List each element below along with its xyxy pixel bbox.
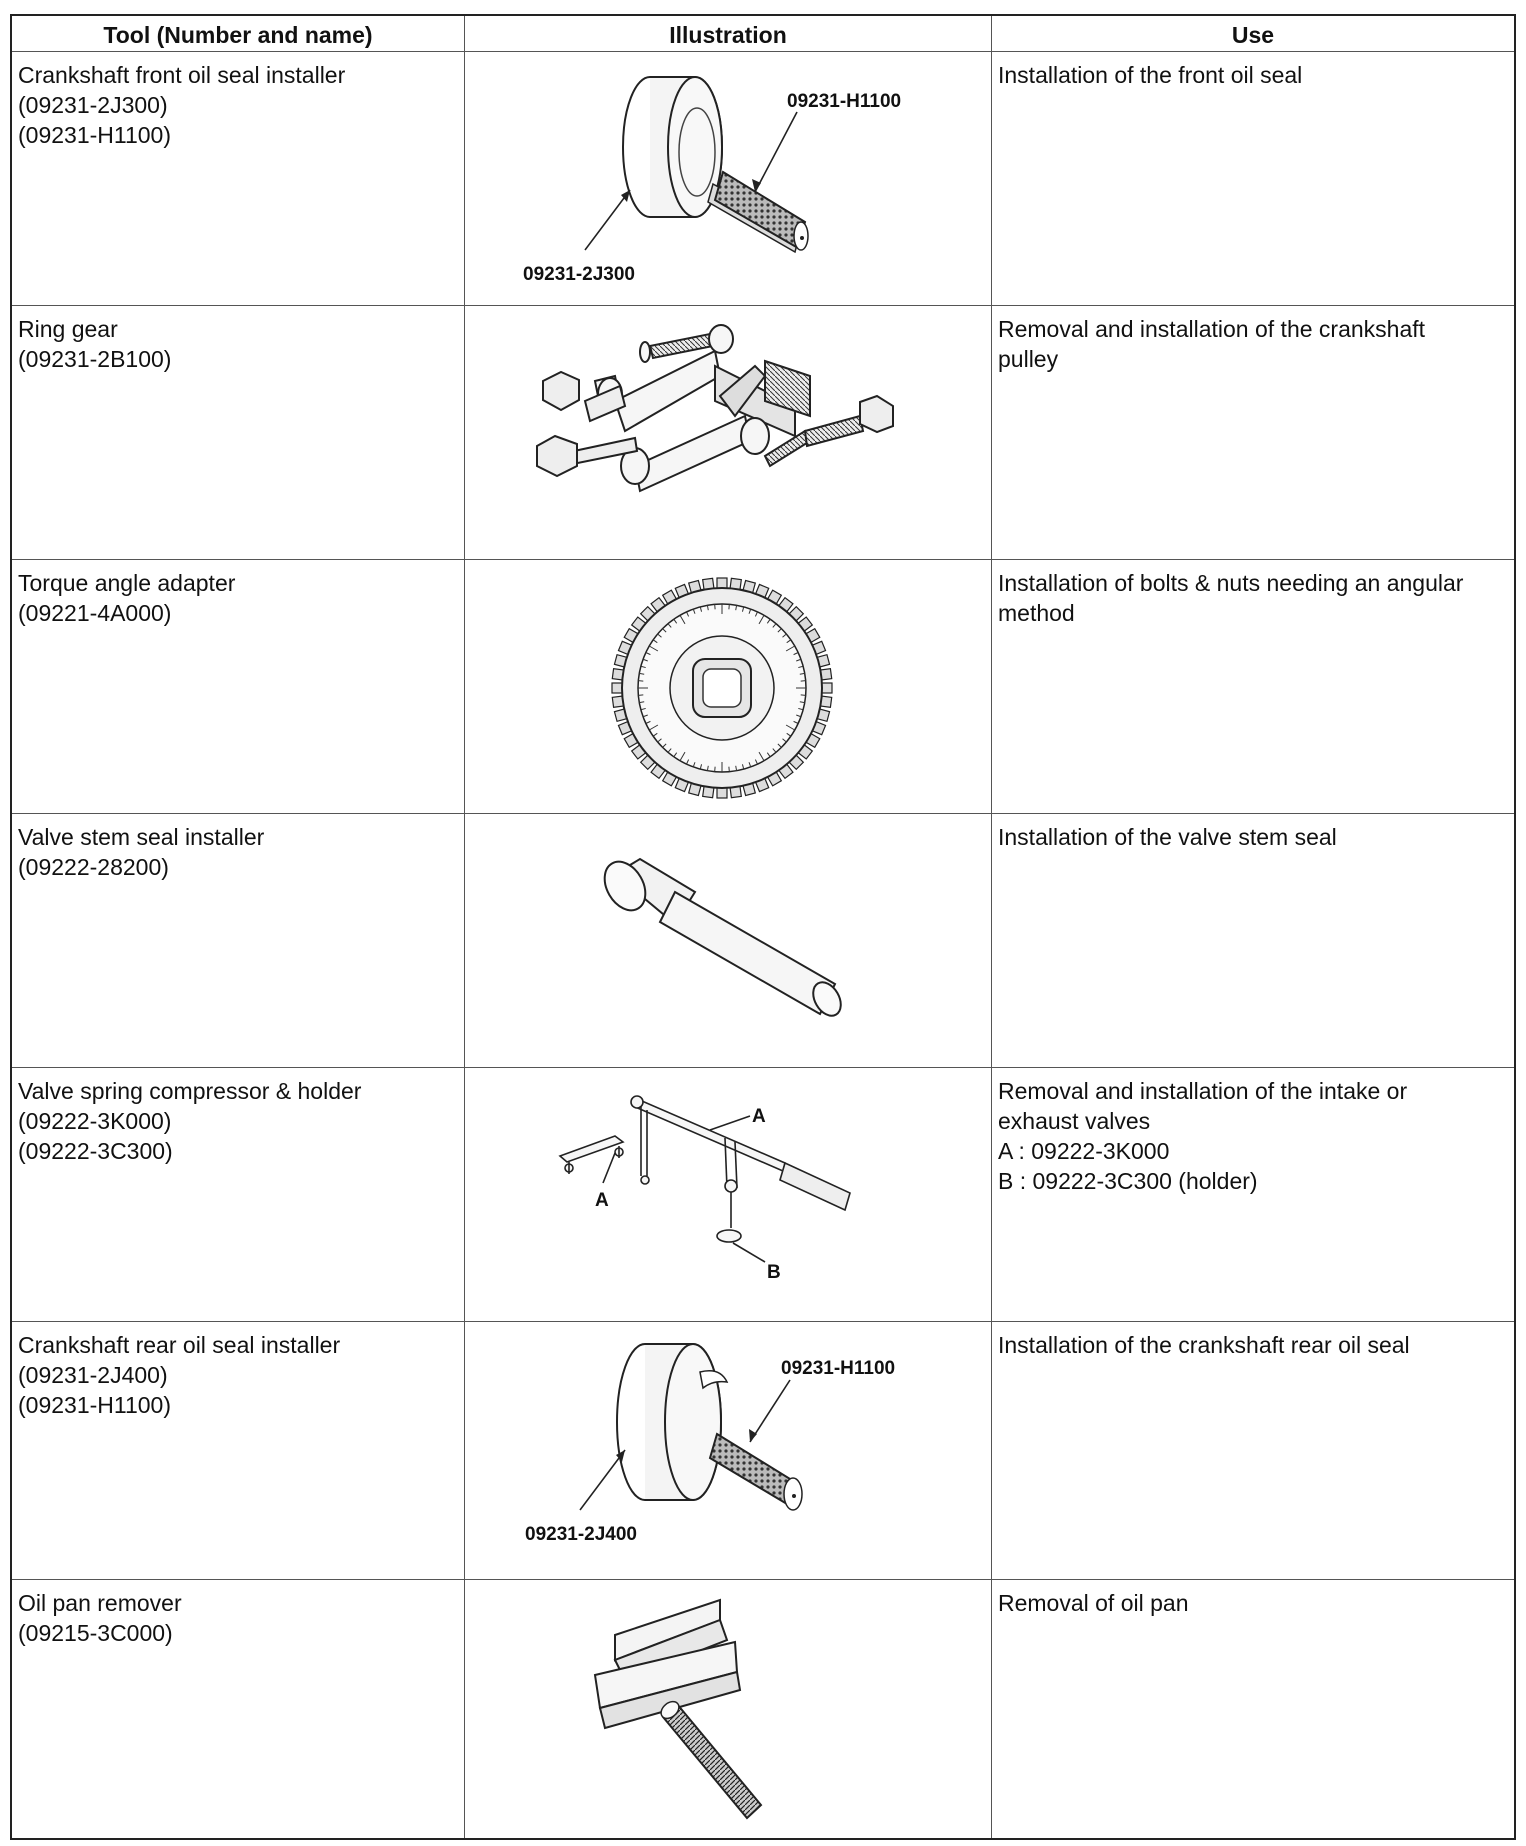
use-text: B : 09222-3C300 (holder) [998, 1168, 1258, 1194]
table-row [12, 1322, 1514, 1580]
use-text: Installation of the crankshaft rear oil seal [998, 1332, 1410, 1358]
table-row [12, 52, 1514, 306]
tool-name: Oil pan remover [18, 1590, 182, 1616]
tool-number: (09231-2J300) [18, 92, 168, 118]
use-cell [992, 52, 1514, 305]
illustration-cell [465, 306, 992, 559]
illustration-label: 09231-H1100 [781, 1358, 896, 1379]
tool-cell [12, 814, 465, 1067]
rear-seal-installer-icon [465, 1322, 992, 1579]
tool-number: (09215-3C000) [18, 1620, 173, 1646]
use-text: Installation of bolts & nuts needing an angular [998, 570, 1464, 596]
oil-pan-remover-icon [465, 1580, 992, 1838]
use-text: exhaust valves [998, 1108, 1151, 1134]
tool-cell [12, 306, 465, 559]
ring-gear-holder-icon [465, 306, 992, 559]
table-row [12, 560, 1514, 814]
tool-name: Crankshaft front oil seal installer [18, 62, 346, 88]
use-cell [992, 560, 1514, 813]
illustration-cell [465, 1580, 992, 1838]
table-row [12, 306, 1514, 560]
tool-number: (09231-2B100) [18, 346, 172, 372]
tool-number: (09231-H1100) [18, 1392, 172, 1418]
use-text: A : 09222-3K000 [998, 1138, 1170, 1164]
tool-number: (09222-3K000) [18, 1108, 172, 1134]
header-use: Use [1231, 22, 1275, 48]
use-text: Removal of oil pan [998, 1590, 1189, 1616]
illustration-label: 09231-2J300 [523, 264, 635, 285]
illustration-label: 09231-H1100 [787, 91, 902, 112]
illustration-label: B [767, 1262, 781, 1283]
illustration-cell [465, 52, 992, 305]
use-text: Removal and installation of the crankshaft [998, 316, 1426, 342]
use-cell [992, 1068, 1514, 1321]
use-cell [992, 814, 1514, 1067]
special-tools-table [10, 14, 1516, 1840]
tool-number: (09222-28200) [18, 854, 169, 880]
illustration-label: A [752, 1106, 766, 1127]
tool-number: (09231-2J400) [18, 1362, 168, 1388]
seal-installer-icon [465, 52, 992, 305]
table-row [12, 1580, 1514, 1838]
illustration-cell [465, 1322, 992, 1579]
table-header-row [12, 16, 1514, 52]
header-tool: Tool (Number and name) [12, 16, 465, 51]
tool-cell [12, 1322, 465, 1579]
illustration-cell [465, 814, 992, 1067]
use-cell [992, 1322, 1514, 1579]
tool-number: (09222-3C300) [18, 1138, 173, 1164]
use-text: method [998, 600, 1075, 626]
header-illustration: Illustration [465, 16, 992, 51]
tool-name: Ring gear [18, 316, 118, 342]
tool-number: (09231-H1100) [18, 122, 172, 148]
valve-spring-compressor-icon [465, 1068, 992, 1321]
use-text: Removal and installation of the intake or [998, 1078, 1408, 1104]
tool-name: Valve spring compressor & holder [18, 1078, 362, 1104]
illustration-label: 09231-2J400 [525, 1524, 637, 1545]
tool-name: Valve stem seal installer [18, 824, 265, 850]
illustration-cell [465, 1068, 992, 1321]
use-cell [992, 306, 1514, 559]
tool-cell [12, 560, 465, 813]
use-text: Installation of the front oil seal [998, 62, 1303, 88]
tool-name: Crankshaft rear oil seal installer [18, 1332, 341, 1358]
table-row [12, 1068, 1514, 1322]
illustration-label: A [595, 1190, 609, 1211]
tool-number: (09221-4A000) [18, 600, 172, 626]
use-cell [992, 1580, 1514, 1838]
tool-cell [12, 1068, 465, 1321]
tool-cell [12, 1580, 465, 1838]
tool-cell [12, 52, 465, 305]
stem-seal-installer-icon [465, 814, 992, 1067]
use-text: Installation of the valve stem seal [998, 824, 1337, 850]
use-text: pulley [998, 346, 1059, 372]
torque-angle-dial-icon [465, 560, 992, 813]
table-row [12, 814, 1514, 1068]
illustration-cell [465, 560, 992, 813]
tool-name: Torque angle adapter [18, 570, 236, 596]
